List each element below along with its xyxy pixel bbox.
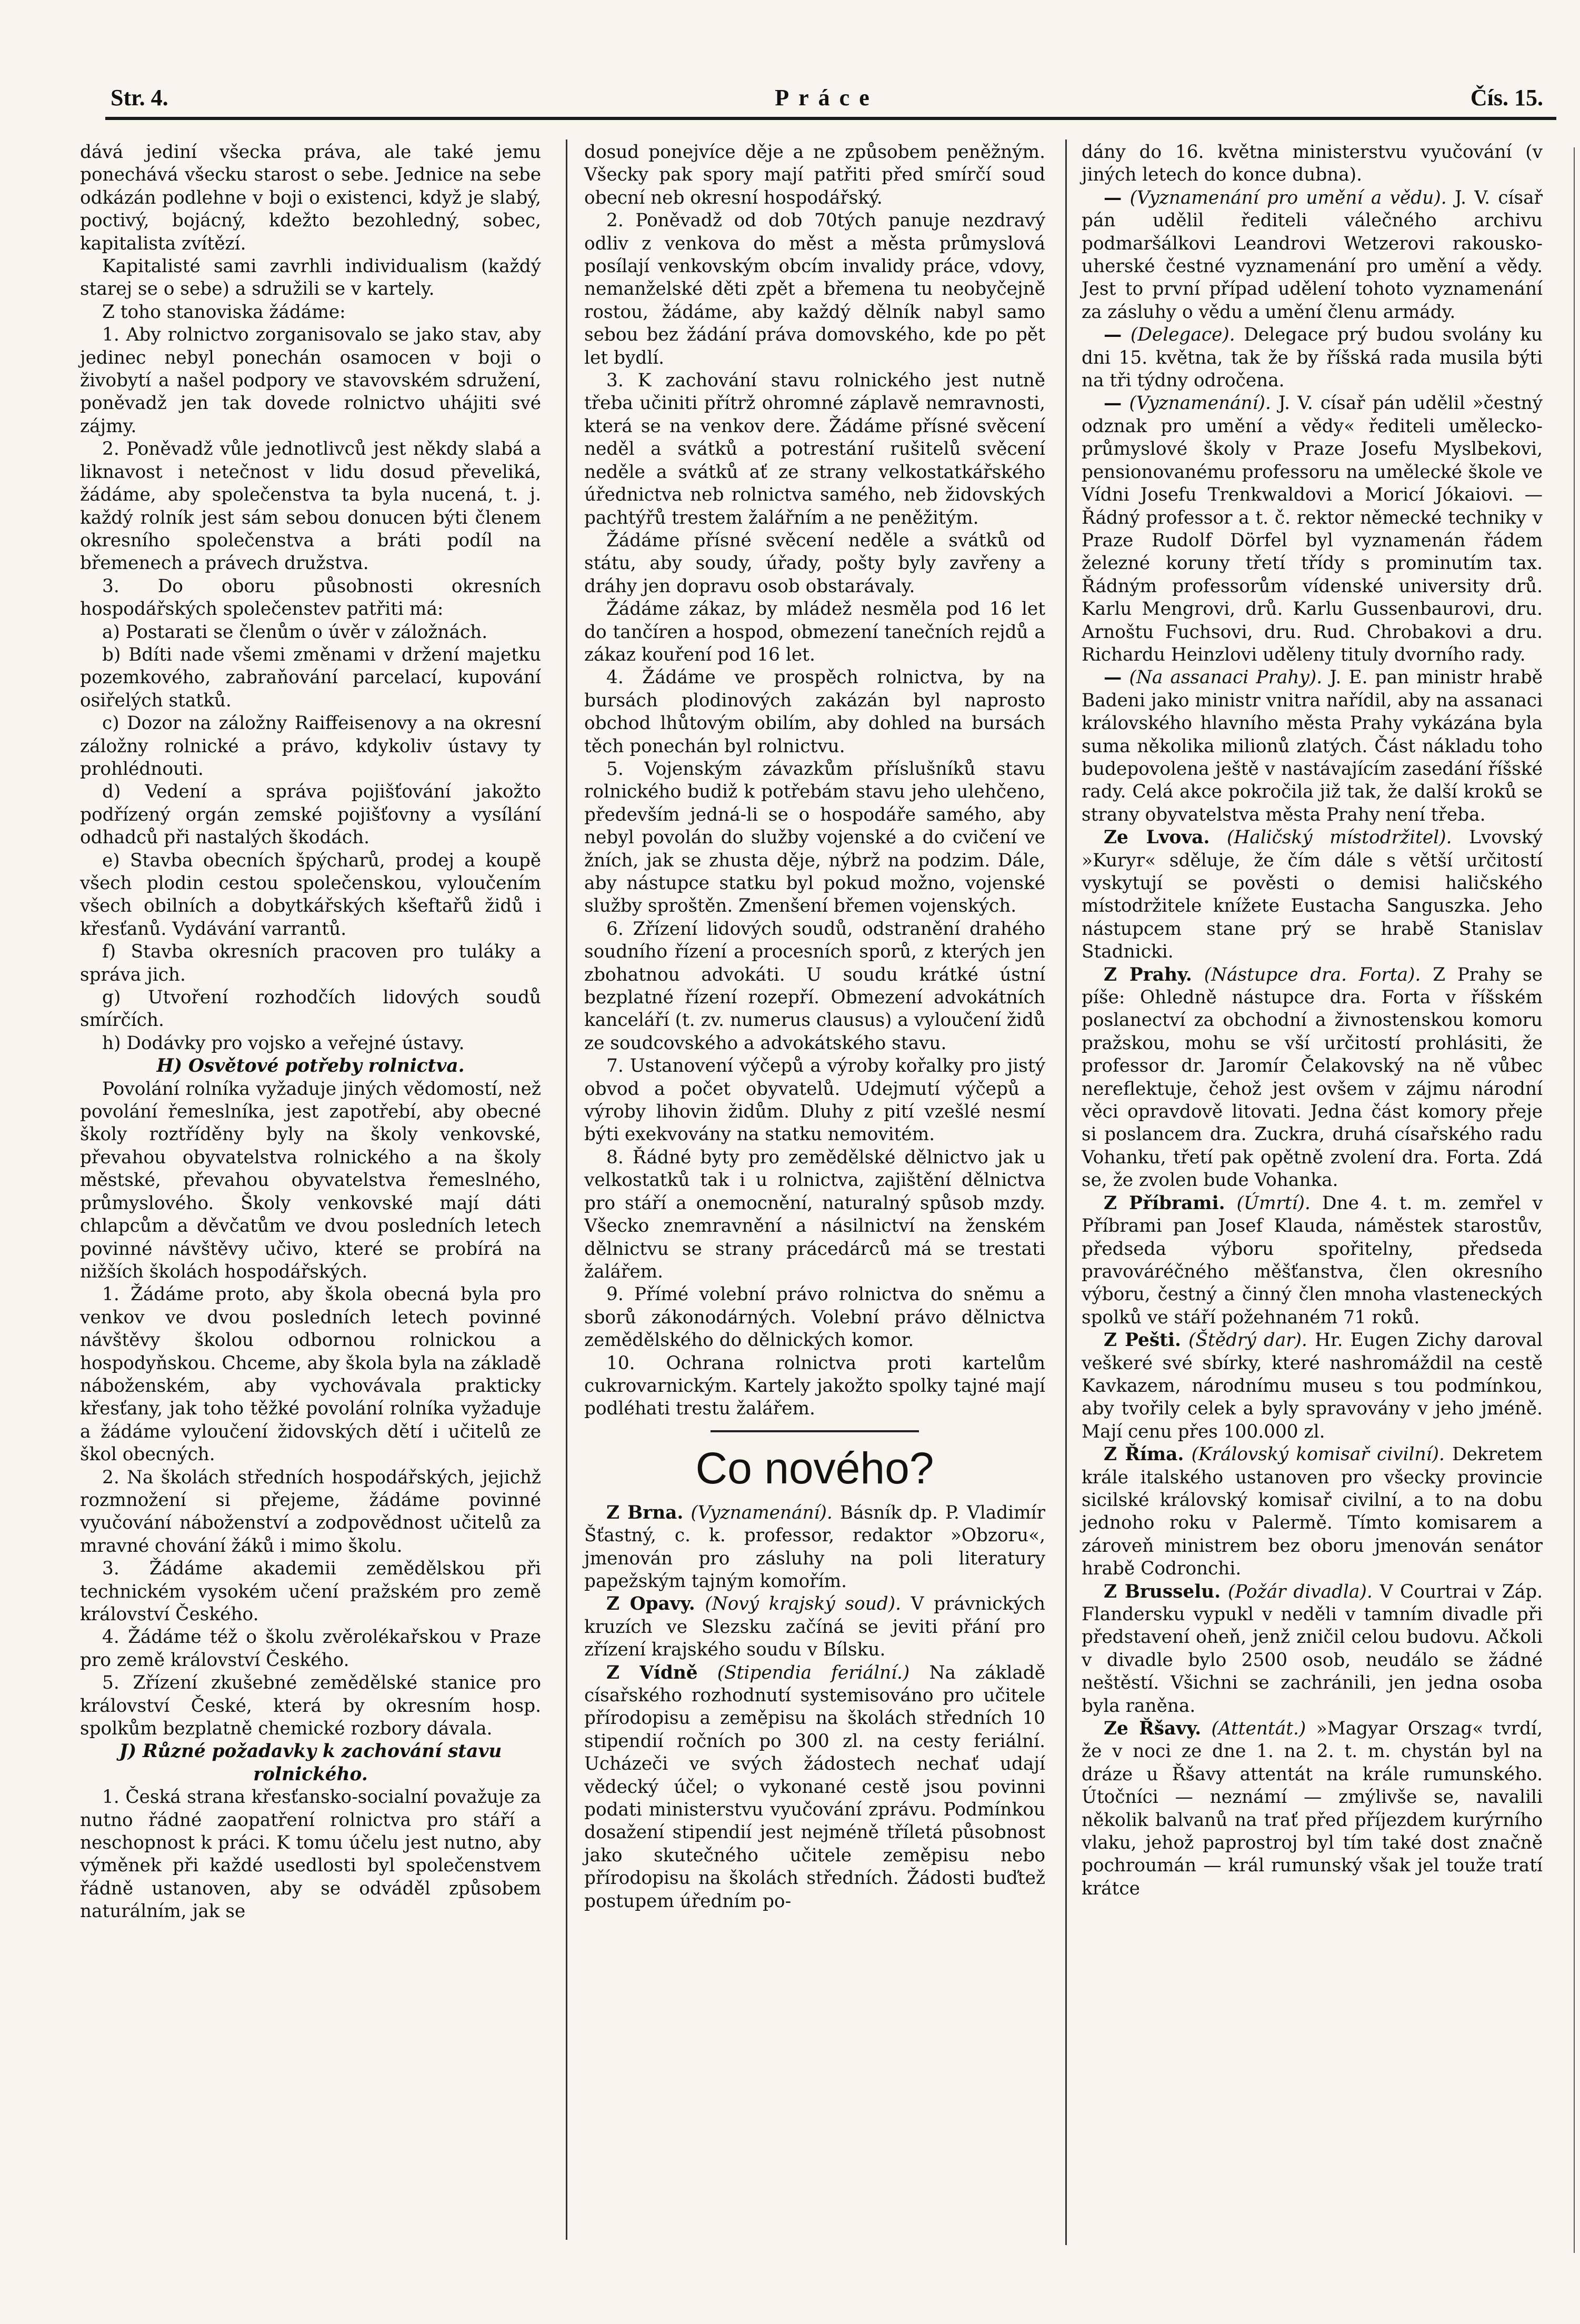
news-tag: (Nový krajský soud). xyxy=(705,1593,902,1615)
paragraph: 5. Vojenským závazkům příslušníků stavu rolnického budiž k potřebám stavu jeho ulehčeno, především jedná-li se o hospodáře samého, aby nebyl povolán do služby vojenské a do cvičení ve žních, jak se zhusta děje, nýbrž na podzim. Dále, aby nástupce statku byl pokud možno, vojenské služby sproštěn. Zmenšení břemen vojenských. xyxy=(584,758,1045,917)
paragraph: 8. Řádné byty pro zemědělské dělnictvo jak u velkostatků tak i u rolnictva, zajištění dělnictva pro stáří a onemocnění, naturalný spůsob mzdy. Všecko znemravnění a násilnictví na ženském dělnictvu se strany prácedárců má se trestati žalářem. xyxy=(584,1146,1045,1282)
paragraph: J) Různé požadavky k zachování stavu rolnického. xyxy=(119,1741,502,1785)
paragraph: h) Dodávky pro vojsko a veřejné ústavy. xyxy=(102,1032,465,1054)
news-item xyxy=(1082,1718,1543,1900)
paragraph: 2. Poněvadž od dob 70tých panuje nezdravý odliv z venkova do měst a města průmyslová posílají venkovským obcím invalidy práce, vdovy, nemanželské děti zpět a břemena tu neobyčejně rostou, žádáme, aby každý dělník nabyl samo sebou bez žádání práva domovského, kde po pět let bydlí. xyxy=(584,210,1045,368)
news-place: Z Pešti. xyxy=(1104,1330,1181,1351)
paragraph: 4. Žádáme ve prospěch rolnictva, by na bursách plodinových zakázán byl naprosto obchod lhůtovým obilím, aby dohled na bursách těch ponechán byl rolnictvu. xyxy=(584,667,1045,757)
news-text: Lvovský »Kuryr« sděluje, že čím dále s větší určitostí vyskytují se pověsti o demisi haličského místodržitele knížete Eustacha Sanguszka. Jeho nástupcem stane prý se hrabě Stanislav Stadnicki. xyxy=(1082,827,1543,963)
news-place: Z Vídně xyxy=(606,1662,698,1683)
news-text: Hr. Eugen Zichy daroval veškeré své sbírky, které nashromáždil na cestě Kavkazem, národnímu museu s tou podmínkou, aby tvořily celek a byly spravovány v jeho jméně. Mají cenu přes 100.000 zl. xyxy=(1082,1330,1543,1442)
news-item xyxy=(1082,1443,1543,1580)
news-place: — xyxy=(1104,324,1122,346)
paragraph: g) Utvoření rozhodčích lidových soudů smírčích. xyxy=(80,987,541,1031)
paragraph: Žádáme zákaz, by mládež nesměla pod 16 let do tančíren a hospod, obmezení tanečních rejdů a zákaz kouření pod 16 let. xyxy=(584,599,1045,665)
news-text: V právnických kruzích ve Slezsku začíná se jeviti přání pro zřízení krajského soudu v Bílsku. xyxy=(584,1593,1045,1661)
paragraph: 3. Do oboru působnosti okresních hospodářských společenstev patřiti má: xyxy=(80,575,541,620)
news-item xyxy=(584,1502,1045,1593)
paragraph: dává jediní všecka práva, ale také jemu ponechává všecku starost o sebe. Jednice na sebe odkázán podlehne v boji o existenci, když je slabý, poctivý, bojácný, kdežto bezohledný, sobec, kapitalista zvítězí. xyxy=(80,142,541,254)
paragraph: Z toho stanoviska žádáme: xyxy=(102,301,346,323)
news-item xyxy=(1082,1581,1543,1718)
news-place: Z Brusselu. xyxy=(1104,1581,1221,1602)
news-item xyxy=(584,1662,1045,1913)
news-text: V Courtrai v Záp. Flandersku vypukl v neděli v tamním divadle při představení oheň, jenž zničil celou budovu. Ačkoli v divadle bylo 2500 osob, neudálo se žádné neštěstí. Všichni se zachránili, jen jedna osoba byla raněna. xyxy=(1082,1581,1543,1717)
news-tag: (Úmrtí). xyxy=(1236,1192,1311,1214)
news-place: — xyxy=(1104,187,1122,208)
paragraph: Žádáme přísné svěcení neděle a svátků od státu, aby soudy, úřady, pošty byly zavřeny a dráhy jen dopravu osob obstarávaly. xyxy=(584,530,1045,597)
news-text: Na základě císařského rozhodnutí systemisováno pro učitele přírodopisu a zeměpisu na školách středních 10 stipendií ročních po 300 zl. na cesty feriální. Ucházeči ve svých žádostech nechať udají vědecký účel; o vykonané cestě jsou povinni podati ministerstvu vyučování zprávu. Podmínkou dosažení stipendií jest nejméně tříletá působnost jako skutečného učitele zeměpisu nebo přírodopisu na školách středních. Žádosti buďtež postupem úředním po- xyxy=(584,1662,1046,1912)
news-tag: (Na assanaci Prahy). xyxy=(1129,667,1323,689)
column-3 xyxy=(1082,141,1543,1900)
news-item xyxy=(1082,1192,1543,1329)
paragraph: 2. Na školách středních hospodářských, jejichž rozmnožení si přejeme, žádáme povinné vyučování náboženství a zodpovědnost učitelů za mravné chování žáků i mimo školu. xyxy=(80,1467,541,1557)
column-1 xyxy=(80,141,541,1923)
paragraph: 6. Zřízení lidových soudů, odstranění drahého soudního řízení a procesních sporů, z kterých jen zbohatnou advokáti. U soudu krátké ústní bezplatné řízení rozepří. Obmezení advokátních kanceláří (t. zv. numerus clausus) a vyloučení židů ze soudcovského a advokátského stavu. xyxy=(584,918,1045,1054)
news-text: J. E. pan ministr hrabě Badeni jako ministr vnitra nařídil, aby na assanaci královského hlavního města Prahy vykázána byla suma několika milionů zlatých. Část nákladu toho budepovolena ještě v nastávajícím zasedání říšské rady. Celá akce pokročila již tak, že další kroků se strany obyvatelstva města Prahy není třeba. xyxy=(1082,667,1543,825)
news-place: Z Říma. xyxy=(1104,1444,1184,1465)
news-item xyxy=(1082,392,1543,666)
news-place: Z Prahy. xyxy=(1104,964,1192,985)
paragraph: b) Bdíti nade všemi změnami v držení majetku pozemkového, zabraňování parcelací, kupování osiřelých statků. xyxy=(80,644,541,711)
paragraph: 3. K zachování stavu rolnického jest nutně třeba učiniti přítrž ohromné záplavě nemravnosti, která se na venkov dere. Žádáme přísné svěcení neděl a svátků a potrestání rušitelů svěcení neděle a svátků ať ze strany velkostatkářského úřednictva neb rolnictva samého, neb židovských pachtýřů trestem žalářním a ne peněžitým. xyxy=(584,370,1045,528)
news-tag: (Stipendia feriální.) xyxy=(717,1662,910,1683)
news-text: Z Prahy se píše: Ohledně nástupce dra. Forta v říšském poslanectví za obchodní a živnostenskou komoru pražskou, mohu se vší určitostí prohlásiti, že professor dr. Jaromír Čelakovský na ně vůbec nereflektuje, čehož jest ovšem v zájmu národní věci opravdově litovati. Jedna část komory přeje si poslancem dra. Zuckra, druhá císařského radu Vohanku, třetí pak opětně zvolení dra. Forta. Zdá se, že zvolen bude Vohanka. xyxy=(1082,964,1543,1191)
news-item xyxy=(1082,187,1543,324)
news-text: J. V. císař pán udělil řediteli válečného archivu podmaršálkovi Leandrovi Wetzerovi rakousko-uherské čestné vyznamenání pro umění a vědy. Jest to první případ udělení tohoto vyznamenání za zásluhy o vědu a umění členu armády. xyxy=(1082,187,1543,323)
paragraph: c) Dozor na záložny Raiffeisenovy a na okresní záložny rolnické a právo, kdykoliv ústavy ty prohlédnouti. xyxy=(80,713,541,780)
news-text: dány do 16. května ministerstvu vyučování (v jiných letech do konce dubna). xyxy=(1082,142,1543,186)
news-tag: (Požár divadla). xyxy=(1227,1581,1373,1602)
news-item xyxy=(1082,1329,1543,1443)
news-tag: (Delegace). xyxy=(1131,324,1235,346)
news-item xyxy=(1082,141,1543,187)
paragraph: Povolání rolníka vyžaduje jiných vědomostí, než povolání řemeslníka, jest zapotřebí, aby obecné školy roztříděny byly na školy venkovské, převahou obyvatelstva rolnického a na školy městské, převahou obyvatelstva řemeslného, průmyslového. Školy venkovské mají dáti chlapcům a děvčatům ve dvou posledních letech povinné návštěvy učivo, které se probírá na nižších školách hospodářských. xyxy=(80,1078,541,1282)
news-place: Ze Řšavy. xyxy=(1104,1718,1202,1740)
news-tag: (Královský komisař civilní). xyxy=(1191,1444,1445,1465)
paragraph: 2. Poněvadž vůle jednotlivců jest někdy slabá a liknavost i netečnost v lidu dosud převeliká, žádáme, aby společenstva ta byla nucená, t. j. každý rolník jest sám sebou donucen býti členem okresního společenstva a bráti podíl na břemenech a právech družstva. xyxy=(80,438,541,574)
column-divider xyxy=(566,139,567,2240)
masthead-title: Práce xyxy=(775,85,879,111)
news-place: Ze Lvova. xyxy=(1104,827,1210,849)
news-text: Delegace prý budou svolány ku dni 15. května, tak že by říšská rada musila býti na tři týdny odročena. xyxy=(1082,324,1543,392)
news-text: »Magyar Orszag« tvrdí, že v noci ze dne 1. na 2. t. m. chystán byl na dráze u Řšavy attentát na krále rumunského. Útočníci — neznámí — zmýlivše se, navalili několik balvanů na trať před příjezdem kurýrního vlaku, jehož paprostroj byl tím také dost značně pochroumán — král rumunský však jel touže tratí krátce xyxy=(1082,1718,1543,1899)
column-divider xyxy=(1065,139,1067,2245)
paragraph: 7. Ustanovení výčepů a výroby kořalky pro jistý obvod a počet obyvatelů. Udejmutí výčepů a výroby lihovin židům. Dluhy z pití vzešlé nesmí býti exekvovány na statku nemovitém. xyxy=(584,1055,1045,1145)
news-text: Básník dp. P. Vladimír Šťastný, c. k. professor, redaktor »Obzoru«, jmenován pro zásluhy na poli literatury papežským tajným komořím. xyxy=(584,1502,1046,1592)
header-rule xyxy=(105,117,1556,120)
paragraph: f) Stavba okresních pracoven pro tuláky a správa jich. xyxy=(80,941,541,985)
news-item xyxy=(1082,324,1543,392)
news-text: Dekretem krále italského ustanoven pro všecky provincie sicilské královský komisař civilní, a to na dobu jednoho roku v Palermě. Tímto komisarem a zároveň ministrem bez oboru jmenován senátor hrabě Codronchi. xyxy=(1082,1444,1543,1580)
news-text: Dne 4. t. m. zemřel v Příbrami pan Josef Klauda, náměstek starostův, předseda výboru spořitelny, předseda pravováréčného měšťanstva, člen okresního výboru, čestný a činný člen mnoha vlasteneckých spolků ve stáří požehnaném 71 roků. xyxy=(1082,1192,1543,1328)
paragraph: 3. Žádáme akademii zemědělskou při technickém vysokém učení pražském pro země království Českého. xyxy=(80,1558,541,1625)
news-place: Z Příbrami. xyxy=(1104,1192,1225,1214)
page-edge xyxy=(1574,147,1580,2253)
news-item xyxy=(1082,964,1543,1192)
paragraph: 1. Česká strana křesťansko-socialní považuje za nutno řádné zaopatření rolnictva pro stáří a neschopnost k práci. K tomu účelu jest nutno, aby výměnek při každé usedlosti byl společenstvem řádně ustanoven, aby se odváděl způsobem naturálním, jak se xyxy=(80,1787,541,1922)
section-rule xyxy=(711,1430,919,1432)
news-item xyxy=(1082,826,1543,963)
news-text: J. V. císař pán udělil »čestný odznak pro umění a vědy« řediteli umělecko-průmyslové školy v Praze Josefu Myslbekovi, pensionovanému professoru na umělecké škole ve Vídni Josefu Trenkwaldovi a Moricí Jókaiovi. — Řádný professor a t. č. rektor německé techniky v Praze Rudolf Dörfel byl vyznamenán řádem železné koruny třetí třídy s prominutím tax. Řádným professorům vídenské university drů. Karlu Mengrovi, drů. Karlu Gussenbaurovi, dru. Arnoštu Fuchsovi, dru. Rud. Chrobakovi a dru. Richardu Heinzlovi uděleny tituly dvorního rady. xyxy=(1082,393,1543,665)
news-tag: (Vyznamenání). xyxy=(691,1502,833,1523)
paragraph: 4. Žádáme též o školu zvěrolékařskou v Praze pro země království Českého. xyxy=(80,1627,541,1671)
paragraph: Kapitalisté sami zavrhli individualism (každý starej se o sebe) a sdružili se v kartely. xyxy=(80,256,541,300)
column-2 xyxy=(584,141,1045,1913)
column-2-program xyxy=(584,141,1045,1421)
news-place: Z Opavy. xyxy=(606,1593,695,1615)
paragraph: e) Stavba obecních špýcharů, prodej a koupě všech plodin cestou společenskou, vyloučením všech obilních a dobytkářských kšeftařů židů i křesťanů. Vydávání varrantů. xyxy=(80,850,541,940)
issue-number: Čís. 15. xyxy=(1470,85,1543,111)
paragraph: 5. Zřízení zkušebné zemědělské stanice pro království České, která by okresním hosp. spolkům bezplatně chemické rozbory dávala. xyxy=(80,1672,541,1740)
paragraph: 1. Žádáme proto, aby škola obecná byla pro venkov ve dvou posledních letech povinné návštěvy školou odbornou rolnickou a hospodyňskou. Chceme, aby škola byla na základě náboženském, aby vychovávala prakticky křesťany, jak toho těžké povolání rolníka vyžaduje a žádáme vyloučení židovských dětí i učitelů ze škol obecných. xyxy=(80,1284,541,1465)
page-number: Str. 4. xyxy=(111,85,168,111)
paragraph: 9. Přímé volební právo rolnictva do sněmu a sborů zákonodárných. Volební právo dělnictva zemědělského do dělnických komor. xyxy=(584,1284,1045,1351)
news-item xyxy=(1082,666,1543,826)
page-header xyxy=(111,84,1543,121)
news-place: — xyxy=(1104,667,1122,689)
news-tag: (Vyznamenání pro umění a vědu). xyxy=(1129,187,1447,208)
paragraph: dosud ponejvíce děje a ne způsobem peněžným. Všecky pak spory mají patřiti před smírčí soud obecní neb okresní hospodářský. xyxy=(584,142,1045,208)
news-section-title: Co nového? xyxy=(695,1443,934,1493)
paragraph: H) Osvětové potřeby rolnictva. xyxy=(156,1055,465,1077)
news-tag: (Haličský místodržitel). xyxy=(1227,827,1452,849)
paragraph: d) Vedení a správa pojišťování jakožto podřízený orgán zemské pojišťovny a vysílání odhadců při nastalých škodách. xyxy=(80,781,541,849)
column-2-news xyxy=(584,1502,1045,1913)
news-tag: (Nástupce dra. Forta). xyxy=(1204,964,1421,985)
paragraph: 10. Ochrana rolnictva proti kartelům cukrovarnickým. Kartely jakožto spolky tajné mají podléhati trestu žalářem. xyxy=(584,1352,1045,1420)
news-tag: (Attentát.) xyxy=(1211,1718,1306,1740)
news-tag: (Štědrý dar). xyxy=(1188,1330,1307,1351)
news-tag: (Vyznamenání). xyxy=(1129,393,1271,414)
paragraph: 1. Aby rolnictvo zorganisovalo se jako stav, aby jedinec nebyl ponechán osamocen v boji o živobytí a našel podpory ve stavovském sdružení, poněvadž jen tak dovede rolnictvo uhájiti své zájmy. xyxy=(80,324,541,437)
paragraph: a) Postarati se členům o úvěr v záložnách. xyxy=(102,621,488,643)
news-item xyxy=(584,1593,1045,1661)
news-place: — xyxy=(1104,393,1122,414)
news-place: Z Brna. xyxy=(606,1502,684,1523)
